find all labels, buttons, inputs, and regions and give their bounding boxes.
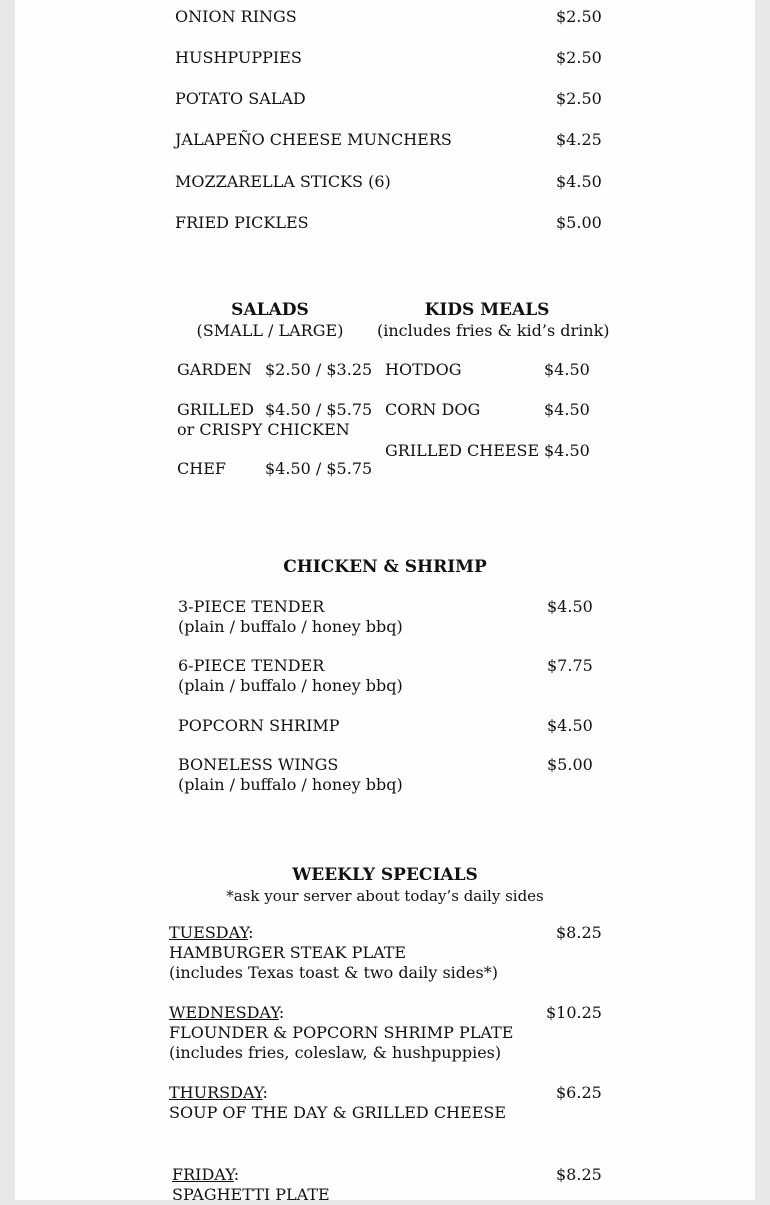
special-line2: (includes Texas toast & two daily sides*) [169,963,498,982]
special-day: THURSDAY [169,1083,263,1102]
special-price: $10.25 [546,1003,602,1022]
special-line1: SPAGHETTI PLATE [172,1185,330,1204]
special-day-heading [169,1083,268,1103]
special-day-colon: : [233,1165,240,1184]
chicken-item-price: $4.50 [547,716,593,735]
side-item-name: JALAPEÑO CHEESE MUNCHERS [175,130,452,149]
chicken-item-desc: (plain / buffalo / honey bbq) [178,617,403,636]
salad-item-name: GARDEN [177,360,252,379]
salads-subheading: (SMALL / LARGE) [196,321,344,340]
salad-item-extra: or CRISPY CHICKEN [177,420,350,439]
side-item-price: $2.50 [556,89,602,108]
side-item-name: POTATO SALAD [175,89,306,108]
chicken-item-price: $7.75 [547,656,593,675]
special-line2: (includes fries, coleslaw, & hushpuppies) [169,1043,502,1062]
chicken-item-name: 6-PIECE TENDER [178,656,325,675]
salad-item-price: $4.50 / $5.75 [265,459,373,478]
special-day: WEDNESDAY [169,1003,279,1022]
special-price: $6.25 [556,1083,602,1102]
side-item-price: $4.25 [556,130,602,149]
special-price: $8.25 [556,1165,602,1184]
salad-item-name: CHEF [177,459,226,478]
special-price: $8.25 [556,923,602,942]
salads-heading: SALADS [231,300,309,320]
special-line1: FLOUNDER & POPCORN SHRIMP PLATE [169,1023,514,1042]
special-day: FRIDAY [172,1165,234,1184]
chicken-item-name: POPCORN SHRIMP [178,716,340,735]
kids-item-name: GRILLED CHEESE [385,441,540,460]
side-item-name: ONION RINGS [175,7,297,26]
chicken-item-desc: (plain / buffalo / honey bbq) [178,775,403,794]
side-item-name: HUSHPUPPIES [175,48,302,67]
chicken-heading: CHICKEN & SHRIMP [283,557,487,577]
special-day-heading [169,1003,284,1023]
kids-item-price: $4.50 [544,360,590,379]
side-item-name: MOZZARELLA STICKS (6) [175,172,391,191]
kids-item-name: HOTDOG [385,360,462,379]
special-line1: SOUP OF THE DAY & GRILLED CHEESE [169,1103,507,1122]
side-item-name: FRIED PICKLES [175,213,309,232]
special-day-colon: : [278,1003,285,1022]
kids-item-name: CORN DOG [385,400,481,419]
special-day-colon: : [262,1083,268,1102]
kids-heading: KIDS MEALS [424,300,550,320]
side-item-price: $4.50 [556,172,602,191]
special-day-heading [172,1165,239,1185]
salad-item-price: $4.50 / $5.75 [265,400,373,419]
chicken-item-price: $5.00 [547,755,593,774]
menu-page [15,0,755,1204]
chicken-item-desc: (plain / buffalo / honey bbq) [178,676,403,695]
kids-item-price: $4.50 [544,441,590,460]
special-day-colon: : [248,923,254,942]
kids-item-price: $4.50 [544,400,590,419]
specials-heading: WEEKLY SPECIALS [292,865,478,885]
specials-note: *ask your server about today’s daily sides [226,887,544,905]
special-day: TUESDAY [169,923,249,942]
chicken-item-name: 3-PIECE TENDER [178,597,325,616]
special-line1: HAMBURGER STEAK PLATE [169,943,407,962]
salad-item-name: GRILLED [177,400,254,419]
side-item-price: $5.00 [556,213,602,232]
chicken-item-price: $4.50 [547,597,593,616]
chicken-item-name: BONELESS WINGS [178,755,339,774]
salad-item-price: $2.50 / $3.25 [265,360,373,379]
side-item-price: $2.50 [556,7,602,26]
special-day-heading [169,923,254,943]
kids-subheading: (includes fries & kid’s drink) [377,321,610,340]
side-item-price: $2.50 [556,48,602,67]
